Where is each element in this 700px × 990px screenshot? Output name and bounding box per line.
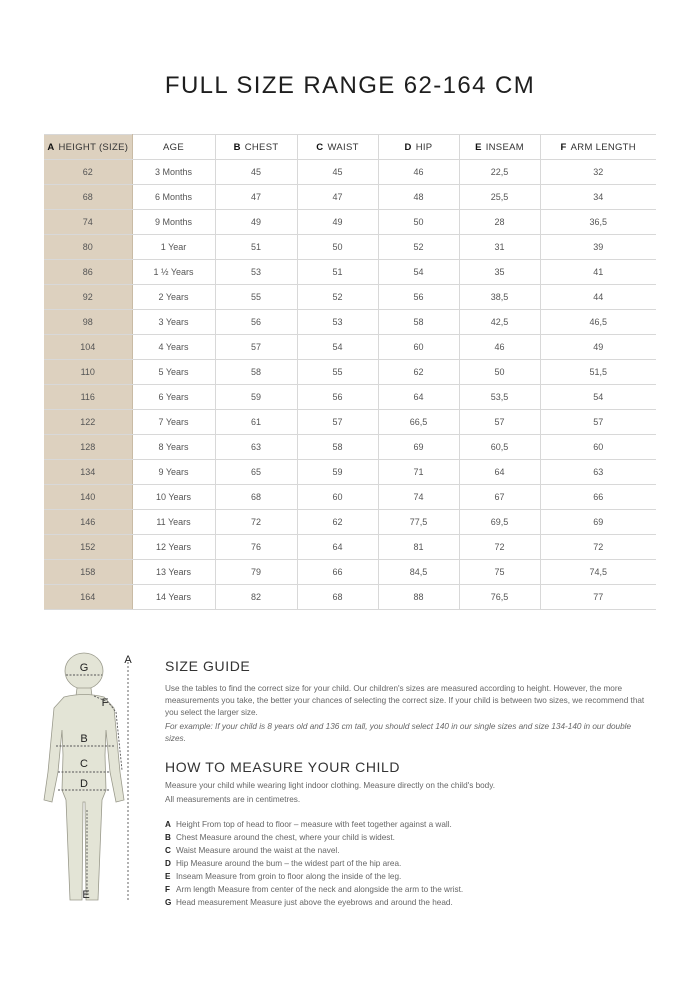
size-guide-heading: SIZE GUIDE bbox=[165, 658, 251, 674]
figure-label-c: C bbox=[80, 758, 88, 770]
cell-chest: 68 bbox=[215, 485, 297, 510]
table-row bbox=[44, 335, 656, 360]
table-row bbox=[44, 535, 656, 560]
cell-height: 152 bbox=[44, 535, 132, 560]
figure-label-d: D bbox=[80, 778, 88, 790]
cell-inseam: 76,5 bbox=[459, 585, 540, 610]
cell-arm-length: 69 bbox=[540, 510, 656, 535]
cell-chest: 55 bbox=[215, 285, 297, 310]
step-e: E Inseam Measure from groin to floor along the inside of the leg. bbox=[165, 872, 402, 881]
cell-arm-length: 77 bbox=[540, 585, 656, 610]
cell-age: 12 Years bbox=[132, 535, 215, 560]
table-row bbox=[44, 485, 656, 510]
how-to-measure-line-2: All measurements are in centimetres. bbox=[165, 795, 301, 804]
cell-hip: 81 bbox=[378, 535, 459, 560]
cell-inseam: 31 bbox=[459, 235, 540, 260]
cell-inseam: 57 bbox=[459, 410, 540, 435]
cell-height: 134 bbox=[44, 460, 132, 485]
cell-hip: 77,5 bbox=[378, 510, 459, 535]
cell-waist: 52 bbox=[297, 285, 378, 310]
table-row bbox=[44, 435, 656, 460]
cell-age: 9 Years bbox=[132, 460, 215, 485]
cell-waist: 66 bbox=[297, 560, 378, 585]
cell-inseam: 35 bbox=[459, 260, 540, 285]
cell-inseam: 64 bbox=[459, 460, 540, 485]
cell-waist: 60 bbox=[297, 485, 378, 510]
step-c: C Waist Measure around the waist at the navel. bbox=[165, 846, 340, 855]
cell-age: 13 Years bbox=[132, 560, 215, 585]
cell-chest: 76 bbox=[215, 535, 297, 560]
cell-chest: 57 bbox=[215, 335, 297, 360]
cell-waist: 59 bbox=[297, 460, 378, 485]
cell-hip: 64 bbox=[378, 385, 459, 410]
cell-hip: 88 bbox=[378, 585, 459, 610]
cell-age: 11 Years bbox=[132, 510, 215, 535]
cell-hip: 66,5 bbox=[378, 410, 459, 435]
step-b: B Chest Measure around the chest, where your child is widest. bbox=[165, 833, 395, 842]
cell-inseam: 25,5 bbox=[459, 185, 540, 210]
cell-hip: 50 bbox=[378, 210, 459, 235]
cell-inseam: 60,5 bbox=[459, 435, 540, 460]
cell-chest: 59 bbox=[215, 385, 297, 410]
table-row bbox=[44, 235, 656, 260]
cell-height: 116 bbox=[44, 385, 132, 410]
header-chest: B CHEST bbox=[215, 135, 297, 160]
cell-waist: 68 bbox=[297, 585, 378, 610]
cell-height: 158 bbox=[44, 560, 132, 585]
cell-height: 128 bbox=[44, 435, 132, 460]
step-a: A Height From top of head to floor – measure with feet together against a wall. bbox=[165, 820, 452, 829]
cell-inseam: 42,5 bbox=[459, 310, 540, 335]
cell-age: 8 Years bbox=[132, 435, 215, 460]
cell-arm-length: 72 bbox=[540, 535, 656, 560]
table-row bbox=[44, 185, 656, 210]
cell-height: 92 bbox=[44, 285, 132, 310]
cell-age: 14 Years bbox=[132, 585, 215, 610]
cell-arm-length: 32 bbox=[540, 160, 656, 185]
cell-hip: 58 bbox=[378, 310, 459, 335]
header-inseam: E INSEAM bbox=[459, 135, 540, 160]
figure-label-f: F bbox=[101, 697, 109, 709]
measurement-steps bbox=[165, 818, 645, 909]
cell-inseam: 46 bbox=[459, 335, 540, 360]
table-row bbox=[44, 460, 656, 485]
header-hip: D HIP bbox=[378, 135, 459, 160]
how-to-measure-line-1: Measure your child while wearing light indoor clothing. Measure directly on the child's body. bbox=[165, 781, 495, 790]
table-row bbox=[44, 385, 656, 410]
cell-age: 3 Years bbox=[132, 310, 215, 335]
cell-inseam: 72 bbox=[459, 535, 540, 560]
cell-height: 86 bbox=[44, 260, 132, 285]
cell-arm-length: 46,5 bbox=[540, 310, 656, 335]
table-row bbox=[44, 585, 656, 610]
cell-inseam: 22,5 bbox=[459, 160, 540, 185]
cell-chest: 61 bbox=[215, 410, 297, 435]
cell-chest: 79 bbox=[215, 560, 297, 585]
header-waist: C WAIST bbox=[297, 135, 378, 160]
table-row bbox=[44, 260, 656, 285]
figure-label-g: G bbox=[79, 662, 89, 674]
table-row bbox=[44, 360, 656, 385]
cell-hip: 84,5 bbox=[378, 560, 459, 585]
cell-height: 104 bbox=[44, 335, 132, 360]
table-row bbox=[44, 210, 656, 235]
cell-arm-length: 54 bbox=[540, 385, 656, 410]
cell-age: 7 Years bbox=[132, 410, 215, 435]
cell-age: 2 Years bbox=[132, 285, 215, 310]
table-row bbox=[44, 560, 656, 585]
cell-age: 1 Year bbox=[132, 235, 215, 260]
cell-age: 10 Years bbox=[132, 485, 215, 510]
step-d: D Hip Measure around the bum – the widest part of the hip area. bbox=[165, 859, 402, 868]
figure-label-b: B bbox=[80, 733, 88, 745]
child-measurement-figure bbox=[40, 650, 145, 910]
cell-age: 4 Years bbox=[132, 335, 215, 360]
cell-age: 5 Years bbox=[132, 360, 215, 385]
cell-hip: 60 bbox=[378, 335, 459, 360]
cell-waist: 58 bbox=[297, 435, 378, 460]
step-f: F Arm length Measure from center of the neck and alongside the arm to the wrist. bbox=[165, 885, 464, 894]
cell-chest: 47 bbox=[215, 185, 297, 210]
cell-waist: 45 bbox=[297, 160, 378, 185]
cell-hip: 56 bbox=[378, 285, 459, 310]
cell-waist: 57 bbox=[297, 410, 378, 435]
cell-height: 68 bbox=[44, 185, 132, 210]
cell-height: 74 bbox=[44, 210, 132, 235]
cell-chest: 72 bbox=[215, 510, 297, 535]
cell-waist: 51 bbox=[297, 260, 378, 285]
cell-inseam: 75 bbox=[459, 560, 540, 585]
cell-inseam: 50 bbox=[459, 360, 540, 385]
cell-age: 6 Years bbox=[132, 385, 215, 410]
cell-age: 9 Months bbox=[132, 210, 215, 235]
cell-arm-length: 57 bbox=[540, 410, 656, 435]
cell-hip: 62 bbox=[378, 360, 459, 385]
cell-chest: 63 bbox=[215, 435, 297, 460]
cell-hip: 71 bbox=[378, 460, 459, 485]
cell-arm-length: 39 bbox=[540, 235, 656, 260]
header-height: A HEIGHT (SIZE) bbox=[44, 135, 132, 160]
cell-waist: 64 bbox=[297, 535, 378, 560]
table-row bbox=[44, 410, 656, 435]
cell-chest: 58 bbox=[215, 360, 297, 385]
cell-height: 62 bbox=[44, 160, 132, 185]
cell-height: 164 bbox=[44, 585, 132, 610]
cell-waist: 56 bbox=[297, 385, 378, 410]
figure-label-a: A bbox=[124, 654, 132, 666]
size-guide-section bbox=[165, 658, 645, 909]
cell-age: 1 ½ Years bbox=[132, 260, 215, 285]
cell-chest: 45 bbox=[215, 160, 297, 185]
page-title: FULL SIZE RANGE 62-164 CM bbox=[164, 72, 536, 99]
cell-hip: 52 bbox=[378, 235, 459, 260]
cell-hip: 54 bbox=[378, 260, 459, 285]
cell-height: 146 bbox=[44, 510, 132, 535]
cell-inseam: 28 bbox=[459, 210, 540, 235]
table-row bbox=[44, 160, 656, 185]
cell-chest: 53 bbox=[215, 260, 297, 285]
cell-height: 110 bbox=[44, 360, 132, 385]
child-silhouette bbox=[44, 653, 124, 900]
cell-arm-length: 49 bbox=[540, 335, 656, 360]
table-row bbox=[44, 510, 656, 535]
cell-arm-length: 60 bbox=[540, 435, 656, 460]
cell-height: 80 bbox=[44, 235, 132, 260]
cell-age: 6 Months bbox=[132, 185, 215, 210]
cell-arm-length: 34 bbox=[540, 185, 656, 210]
cell-hip: 48 bbox=[378, 185, 459, 210]
cell-hip: 69 bbox=[378, 435, 459, 460]
header-arm-length: F ARM LENGTH bbox=[540, 135, 656, 160]
cell-chest: 65 bbox=[215, 460, 297, 485]
size-table bbox=[44, 134, 656, 610]
cell-arm-length: 74,5 bbox=[540, 560, 656, 585]
cell-waist: 54 bbox=[297, 335, 378, 360]
cell-arm-length: 41 bbox=[540, 260, 656, 285]
size-guide-example: For example: If your child is 8 years old and 136 cm tall, you should select 140 in our single sizes and size 134-140 in our double sizes. bbox=[165, 722, 632, 743]
cell-arm-length: 51,5 bbox=[540, 360, 656, 385]
how-to-measure-heading: HOW TO MEASURE YOUR CHILD bbox=[165, 759, 401, 775]
cell-height: 122 bbox=[44, 410, 132, 435]
cell-hip: 74 bbox=[378, 485, 459, 510]
cell-chest: 49 bbox=[215, 210, 297, 235]
cell-waist: 55 bbox=[297, 360, 378, 385]
cell-age: 3 Months bbox=[132, 160, 215, 185]
cell-chest: 82 bbox=[215, 585, 297, 610]
cell-inseam: 69,5 bbox=[459, 510, 540, 535]
cell-chest: 51 bbox=[215, 235, 297, 260]
cell-hip: 46 bbox=[378, 160, 459, 185]
cell-waist: 47 bbox=[297, 185, 378, 210]
cell-inseam: 38,5 bbox=[459, 285, 540, 310]
size-guide-intro: Use the tables to find the correct size for your child. Our children's sizes are measured according to height. However, the more measurements you take, the better your chances of selecting the correct size. If your child is between two sizes, we recommend that you select the larger size. bbox=[165, 684, 645, 717]
cell-waist: 49 bbox=[297, 210, 378, 235]
cell-inseam: 67 bbox=[459, 485, 540, 510]
cell-arm-length: 63 bbox=[540, 460, 656, 485]
cell-arm-length: 44 bbox=[540, 285, 656, 310]
cell-height: 140 bbox=[44, 485, 132, 510]
cell-waist: 53 bbox=[297, 310, 378, 335]
cell-inseam: 53,5 bbox=[459, 385, 540, 410]
cell-arm-length: 66 bbox=[540, 485, 656, 510]
cell-arm-length: 36,5 bbox=[540, 210, 656, 235]
figure-label-e: E bbox=[82, 889, 90, 901]
cell-waist: 62 bbox=[297, 510, 378, 535]
cell-chest: 56 bbox=[215, 310, 297, 335]
step-g: G Head measurement Measure just above the eyebrows and around the head. bbox=[165, 898, 453, 907]
table-row bbox=[44, 285, 656, 310]
table-header-row bbox=[44, 135, 656, 160]
header-age: AGE bbox=[132, 135, 215, 160]
cell-waist: 50 bbox=[297, 235, 378, 260]
table-row bbox=[44, 310, 656, 335]
cell-height: 98 bbox=[44, 310, 132, 335]
